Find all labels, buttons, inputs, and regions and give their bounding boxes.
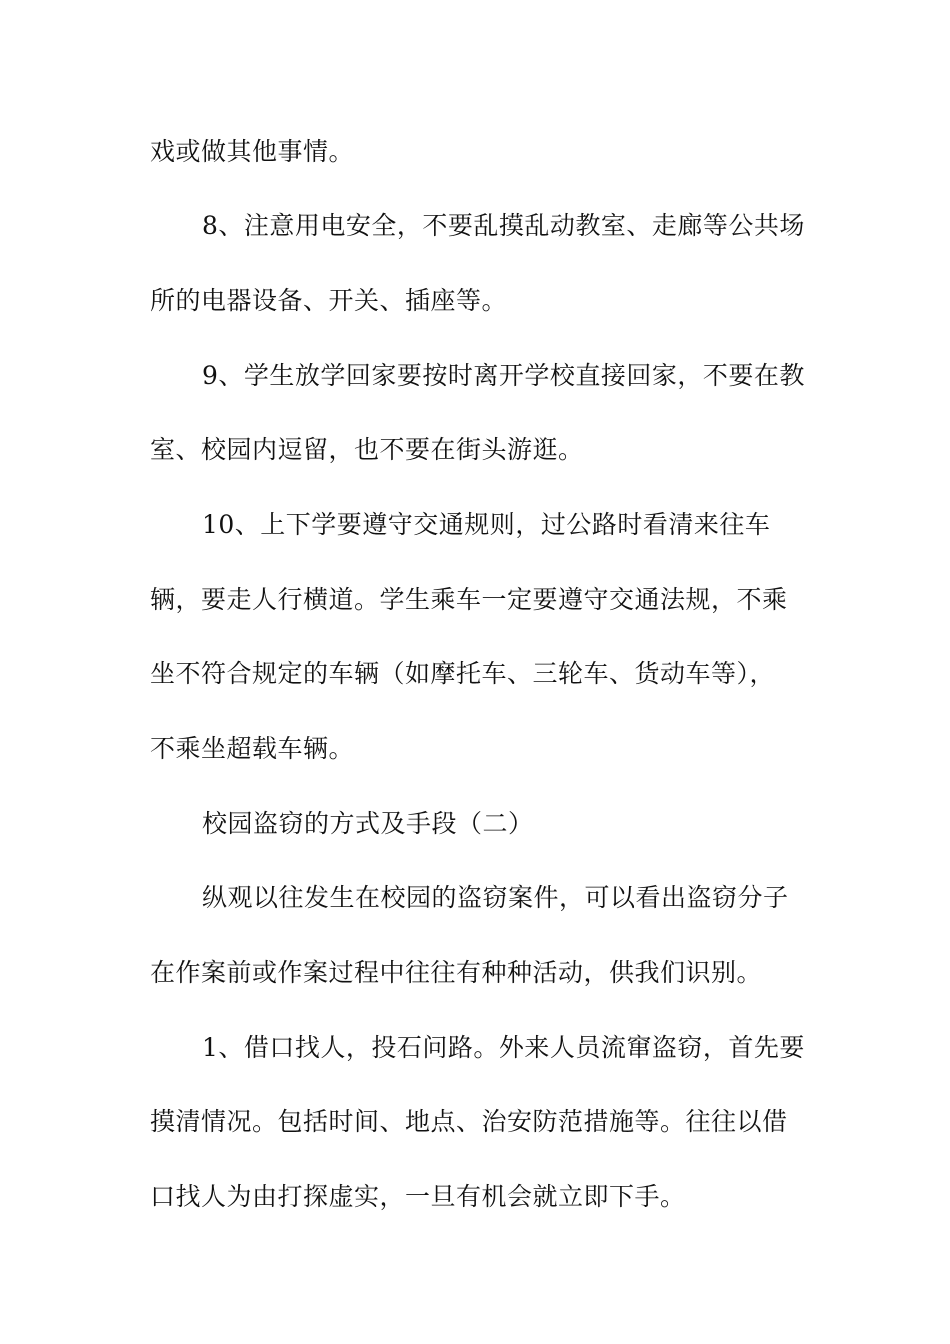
text-line-11: 纵观以往发生在校园的盗窃案件，可以看出盗窃分子 [202,883,789,912]
text-line-2: 8、注意用电安全，不要乱摸乱动教室、走廊等公共场 [202,211,805,240]
text-line-3: 所的电器设备、开关、插座等。 [150,286,508,315]
text-line-14: 摸清情况。包括时间、地点、治安防范措施等。往往以借 [150,1107,788,1136]
text-line-4: 9、学生放学回家要按时离开学校直接回家，不要在教 [202,361,805,390]
text-line-1: 戏或做其他事情。 [150,137,355,166]
text-line-12: 在作案前或作案过程中往往有种种活动，供我们识别。 [150,958,763,987]
text-line-9: 不乘坐超载车辆。 [150,734,355,763]
text-line-13: 1、借口找人，投石问路。外来人员流窜盗窃，首先要 [202,1033,805,1062]
section-heading: 校园盗窃的方式及手段（二） [202,809,534,838]
text-line-15: 口找人为由打探虚实，一旦有机会就立即下手。 [150,1182,686,1211]
text-line-5: 室、校园内逗留，也不要在街头游逛。 [150,435,584,464]
text-line-6: 10、上下学要遵守交通规则，过公路时看清来往车 [202,510,771,539]
text-line-8: 坐不符合规定的车辆（如摩托车、三轮车、货动车等）， [150,659,776,688]
text-line-7: 辆，要走人行横道。学生乘车一定要遵守交通法规，不乘 [150,585,788,614]
